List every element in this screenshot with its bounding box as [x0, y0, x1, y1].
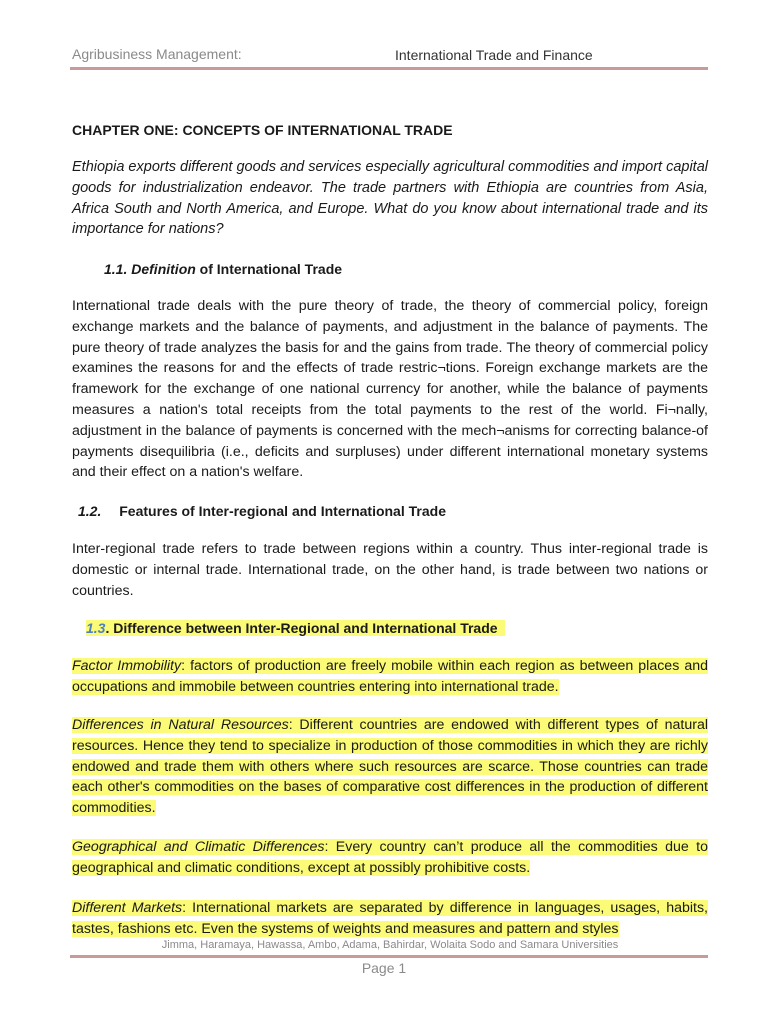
header-course-title: Agribusiness Management:: [72, 46, 242, 62]
section-heading-1-1: [104, 261, 342, 277]
section-title: Features of Inter-regional and International Trade: [119, 503, 446, 519]
header-divider: [70, 67, 708, 70]
section-1-2-body: Inter-regional trade refers to trade between regions within a country. Thus inter-regional trade is domestic or internal trade. International trade, on the other hand, is trade between two nations or countries.: [72, 541, 708, 599]
item-text: : Different countries are endowed with different types of natural resources. Hence they tend to specialize in production of those commodities in which they are richly endowed and trade them with others where such resources are scarce. Those countries can trade each other's commodities on the bases of comparative cost differences in the production of different commodities.: [72, 717, 708, 817]
header-subject-title: International Trade and Finance: [395, 47, 593, 63]
section-1-1-body: International trade deals with the pure theory of trade, the theory of commercial policy, foreign exchange markets and the balance of payments, and adjustment in the balance of payments. The pure theory of trade analyzes the basis for and the gains from trade. The theory of commercial policy examines the reasons for and the effects of trade restric¬tions. Foreign exchange markets are the framework for the exchange of one national currency for another, while the balance of payments measures a nation's total receipts from the total payments to the rest of the world. Fi¬nally, adjustment in the balance of payments is concerned with the mech¬anisms for correcting balance-of payments disequilibria (i.e., deficits and surpluses) under different international monetary systems and their effect on a nation's welfare.: [72, 298, 708, 481]
page-number: Page 1: [361, 960, 407, 976]
item-text: : factors of production are freely mobile within each region as between places and occupations and immobile between countries entering into international trade.: [72, 658, 709, 695]
item-term: Factor Immobility: [72, 658, 182, 674]
list-item: [72, 656, 708, 698]
section-number: 1.3: [86, 620, 106, 636]
item-term: Different Markets: [72, 900, 183, 916]
item-term: Differences in Natural Resources: [72, 717, 289, 733]
section-number: 1.1.: [104, 261, 128, 277]
page-header: [72, 46, 708, 68]
chapter-intro: Ethiopia exports different goods and services especially agricultural commodities and import capital goods for industrialization endeavor. The trade partners with Ethiopia are countries from Asia, Africa South and North America, and Europe. What do you know about international trade and its importance for nations?: [72, 159, 708, 238]
section-heading-1-3: [86, 620, 505, 636]
section-title: . Difference between Inter-Regional and International Trade: [105, 620, 498, 636]
chapter-title: CHAPTER ONE: CONCEPTS OF INTERNATIONAL TRADE: [72, 122, 453, 138]
list-item: [72, 898, 708, 940]
item-text: : Every country can’t produce all the commodities due to geographical and climatic conditions, except at possibly prohibitive costs.: [72, 839, 709, 876]
footer-universities: Jimma, Haramaya, Hawassa, Ambo, Adama, Bahirdar, Wolaita Sodo and Samara Universities: [161, 939, 619, 951]
item-text: : International markets are separated by difference in languages, usages, habits, tastes, fashions etc. Even the systems of weights and measures and pattern and styles: [72, 900, 708, 937]
item-term: Geographical and Climatic Differences: [72, 839, 325, 855]
section-title-italic: Definition: [131, 261, 196, 277]
section-title-rest: of International Trade: [195, 261, 343, 277]
list-item: [72, 715, 708, 819]
list-item: [72, 837, 708, 879]
section-number: 1.2.: [78, 503, 102, 519]
section-heading-1-2: [78, 503, 446, 519]
footer-divider: [70, 955, 708, 958]
